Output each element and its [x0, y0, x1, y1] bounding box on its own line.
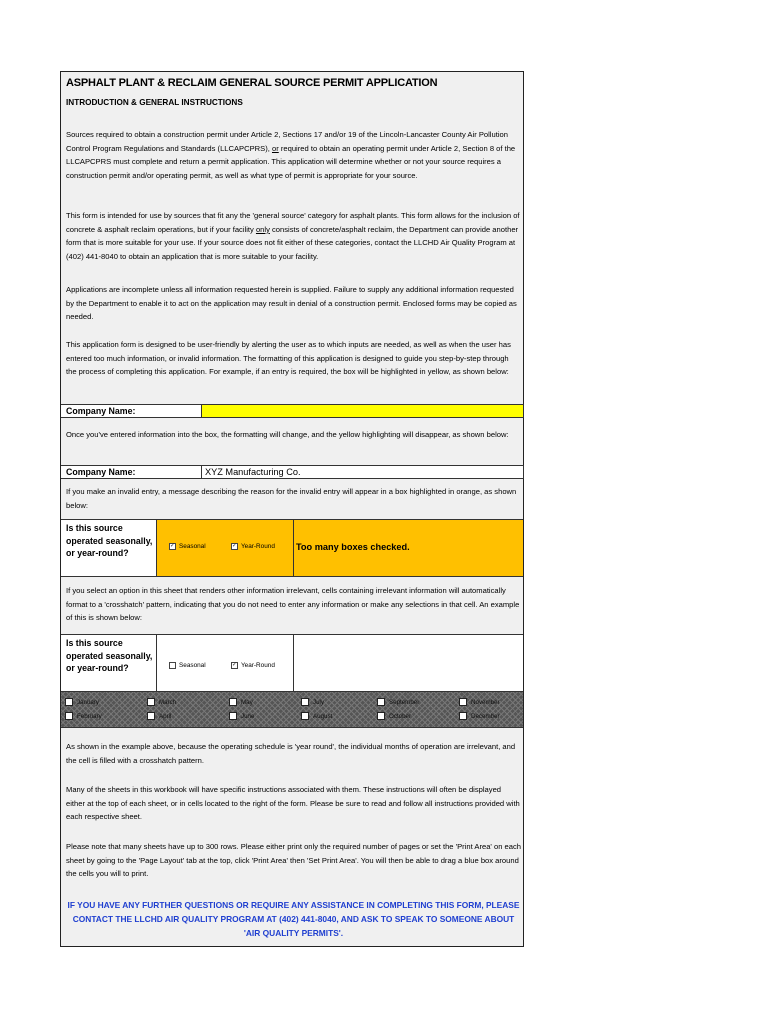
intro-paragraph-10: Please note that many sheets have up to 300 rows. Please either print only the required number of pages or set the 'Print Area' on each sheet by going to the 'Page Layout' tab at the top, click 'Print Area' then 'Set Print Area'. You will then be able to drag a blue box around the cells you will to print.	[66, 842, 522, 879]
month-checkbox[interactable]	[377, 698, 385, 706]
month-july[interactable]	[301, 698, 324, 706]
seasonal-checkbox-checked[interactable]: ✓	[170, 543, 176, 549]
intro-paragraph-2	[66, 209, 521, 263]
intro-paragraph-6: If you make an invalid entry, a message describing the reason for the invalid entry will appear in a box highlighted in orange, as shown below:	[66, 487, 517, 510]
intro-paragraph-1-part-a: Sources required to obtain a construction permit under Article 2, Sections 17 and/or 19 of the Lincoln-Lancaster County Air Pollution Control Program Regulations and Standards (LLCAPCPRS),	[66, 130, 508, 153]
month-label: April	[159, 712, 172, 720]
company-name-row-required	[61, 404, 523, 418]
month-label: May	[241, 698, 253, 706]
year-round-option[interactable]	[231, 662, 275, 669]
contact-notice: IF YOU HAVE ANY FURTHER QUESTIONS OR REQUIRE ANY ASSISTANCE IN COMPLETING THIS FORM, PLEASE CONTACT THE LLCHD AIR QUALITY PROGRAM AT (402) 441-8040, AND ASK TO SPEAK TO SOMEONE ABOUT 'AIR QUALITY PERMITS'.	[67, 900, 520, 938]
year-round-option[interactable]	[231, 543, 275, 550]
emphasis-only: only	[255, 224, 270, 234]
operation-question-label: Is this source operated seasonally, or year-round?	[61, 520, 157, 576]
intro-paragraph-3: Applications are incomplete unless all information requested herein is supplied. Failure to supply any additional information requested by the Department to enable it to act on the application may result in denial of a construction permit. Enclosed forms may be copied as needed.	[66, 285, 517, 322]
intro-paragraph-1	[66, 128, 521, 182]
month-checkbox[interactable]	[377, 712, 385, 720]
month-august[interactable]	[301, 712, 332, 720]
year-round-checkbox-checked[interactable]: ✓	[232, 543, 238, 549]
intro-paragraph-2-part-a: This form is intended for use by sources that fit any the 'general source' category for asphalt plants. This form allows for the inclusion of concrete & asphalt reclaim operations, but if your facility	[66, 211, 520, 234]
error-message: Too many boxes checked.	[296, 542, 410, 552]
month-april[interactable]	[147, 712, 171, 720]
seasonal-option[interactable]	[169, 662, 206, 669]
month-checkbox[interactable]	[301, 712, 309, 720]
months-crosshatch-cell	[61, 692, 523, 728]
month-november[interactable]	[459, 698, 500, 706]
month-march[interactable]	[147, 698, 176, 706]
seasonal-option[interactable]	[169, 543, 206, 550]
month-checkbox[interactable]	[65, 712, 73, 720]
operation-question-label: Is this source operated seasonally, or year-round?	[61, 635, 157, 691]
month-checkbox[interactable]	[459, 712, 467, 720]
intro-paragraph-2-part-b: consists of concrete/asphalt reclaim, the Department can provide another form that is more suitable for your use. If your source does not fit either of these categories, contact the LLCHD Air Quality Program at (402) 441-8040 to obtain an application that is more suitable to your facility.	[66, 224, 519, 261]
section-title: INTRODUCTION & GENERAL INSTRUCTIONS	[66, 98, 243, 107]
intro-paragraph-1-part-b: required to obtain an operating permit under Article 2, Section 8 of the LLCAPCPRS must complete and return a permit application. This application will determine whether or not your source requires a construction permit and/or operating permit, as well as what type of permit is appropriate for your source.	[66, 143, 516, 180]
operation-question-error-example	[61, 519, 523, 577]
month-june[interactable]	[229, 712, 254, 720]
month-february[interactable]	[65, 712, 102, 720]
month-checkbox[interactable]	[229, 712, 237, 720]
company-name-field-filled[interactable]: XYZ Manufacturing Co.	[201, 465, 524, 479]
intro-paragraph-9: Many of the sheets in this workbook will have specific instructions associated with them. These instructions will often be displayed either at the top of each sheet, or in cells located to the right of the form. Please be sure to read and follow all instructions provided with each respective sheet.	[66, 785, 520, 822]
intro-paragraph-7: If you select an option in this sheet that renders other information irrelevant, cells containing irrelevant information will automatically format to a 'crosshatch' pattern, indicating that you do not need to enter any information or make any selections in that cell. An example of this is shown below:	[66, 586, 520, 623]
month-label: July	[313, 698, 325, 706]
month-label: December	[471, 712, 500, 720]
company-name-field-empty[interactable]	[201, 404, 524, 418]
company-name-label: Company Name:	[66, 467, 136, 477]
company-name-row-filled	[61, 465, 523, 479]
month-label: June	[241, 712, 255, 720]
month-october[interactable]	[377, 712, 411, 720]
month-label: March	[159, 698, 177, 706]
intro-paragraph-5: Once you've entered information into the box, the formatting will change, and the yellow highlighting will disappear, as shown below:	[66, 430, 509, 439]
month-december[interactable]	[459, 712, 500, 720]
seasonal-option-label: Seasonal	[179, 662, 206, 669]
month-label: January	[77, 698, 100, 706]
month-label: October	[389, 712, 412, 720]
operation-options	[157, 520, 294, 576]
operation-question-crosshatch-example	[61, 634, 523, 692]
month-may[interactable]	[229, 698, 253, 706]
month-label: August	[313, 712, 333, 720]
intro-paragraph-8: As shown in the example above, because the operating schedule is 'year round', the individual months of operation are irrelevant, and the cell is filled with a crosshatch pattern.	[66, 742, 516, 765]
instructions-sheet	[60, 71, 524, 947]
operation-options	[157, 635, 294, 691]
month-september[interactable]	[377, 698, 419, 706]
month-label: November	[471, 698, 500, 706]
emphasis-or: or	[271, 143, 279, 153]
year-round-checkbox-checked[interactable]: ✓	[232, 662, 238, 668]
year-round-option-label: Year-Round	[241, 543, 275, 550]
intro-paragraph-4: This application form is designed to be user-friendly by alerting the user as to which inputs are needed, as well as when the user has entered too much information, or invalid information. The formatting of this application is designed to guide you step-by-step through the process of completing this application. For example, if an entry is required, the box will be highlighted in yellow, as shown below:	[66, 340, 511, 377]
page-title: ASPHALT PLANT & RECLAIM GENERAL SOURCE PERMIT APPLICATION	[66, 77, 438, 89]
month-checkbox[interactable]	[65, 698, 73, 706]
month-checkbox[interactable]	[459, 698, 467, 706]
month-checkbox[interactable]	[229, 698, 237, 706]
month-checkbox[interactable]	[147, 712, 155, 720]
month-label: September	[389, 698, 420, 706]
message-cell-empty	[294, 635, 523, 691]
month-label: February	[77, 712, 102, 720]
seasonal-option-label: Seasonal	[179, 543, 206, 550]
seasonal-checkbox[interactable]	[169, 662, 176, 669]
month-checkbox[interactable]	[301, 698, 309, 706]
error-message-cell	[294, 520, 523, 576]
company-name-label: Company Name:	[66, 406, 136, 416]
month-january[interactable]	[65, 698, 99, 706]
month-checkbox[interactable]	[147, 698, 155, 706]
year-round-option-label: Year-Round	[241, 662, 275, 669]
